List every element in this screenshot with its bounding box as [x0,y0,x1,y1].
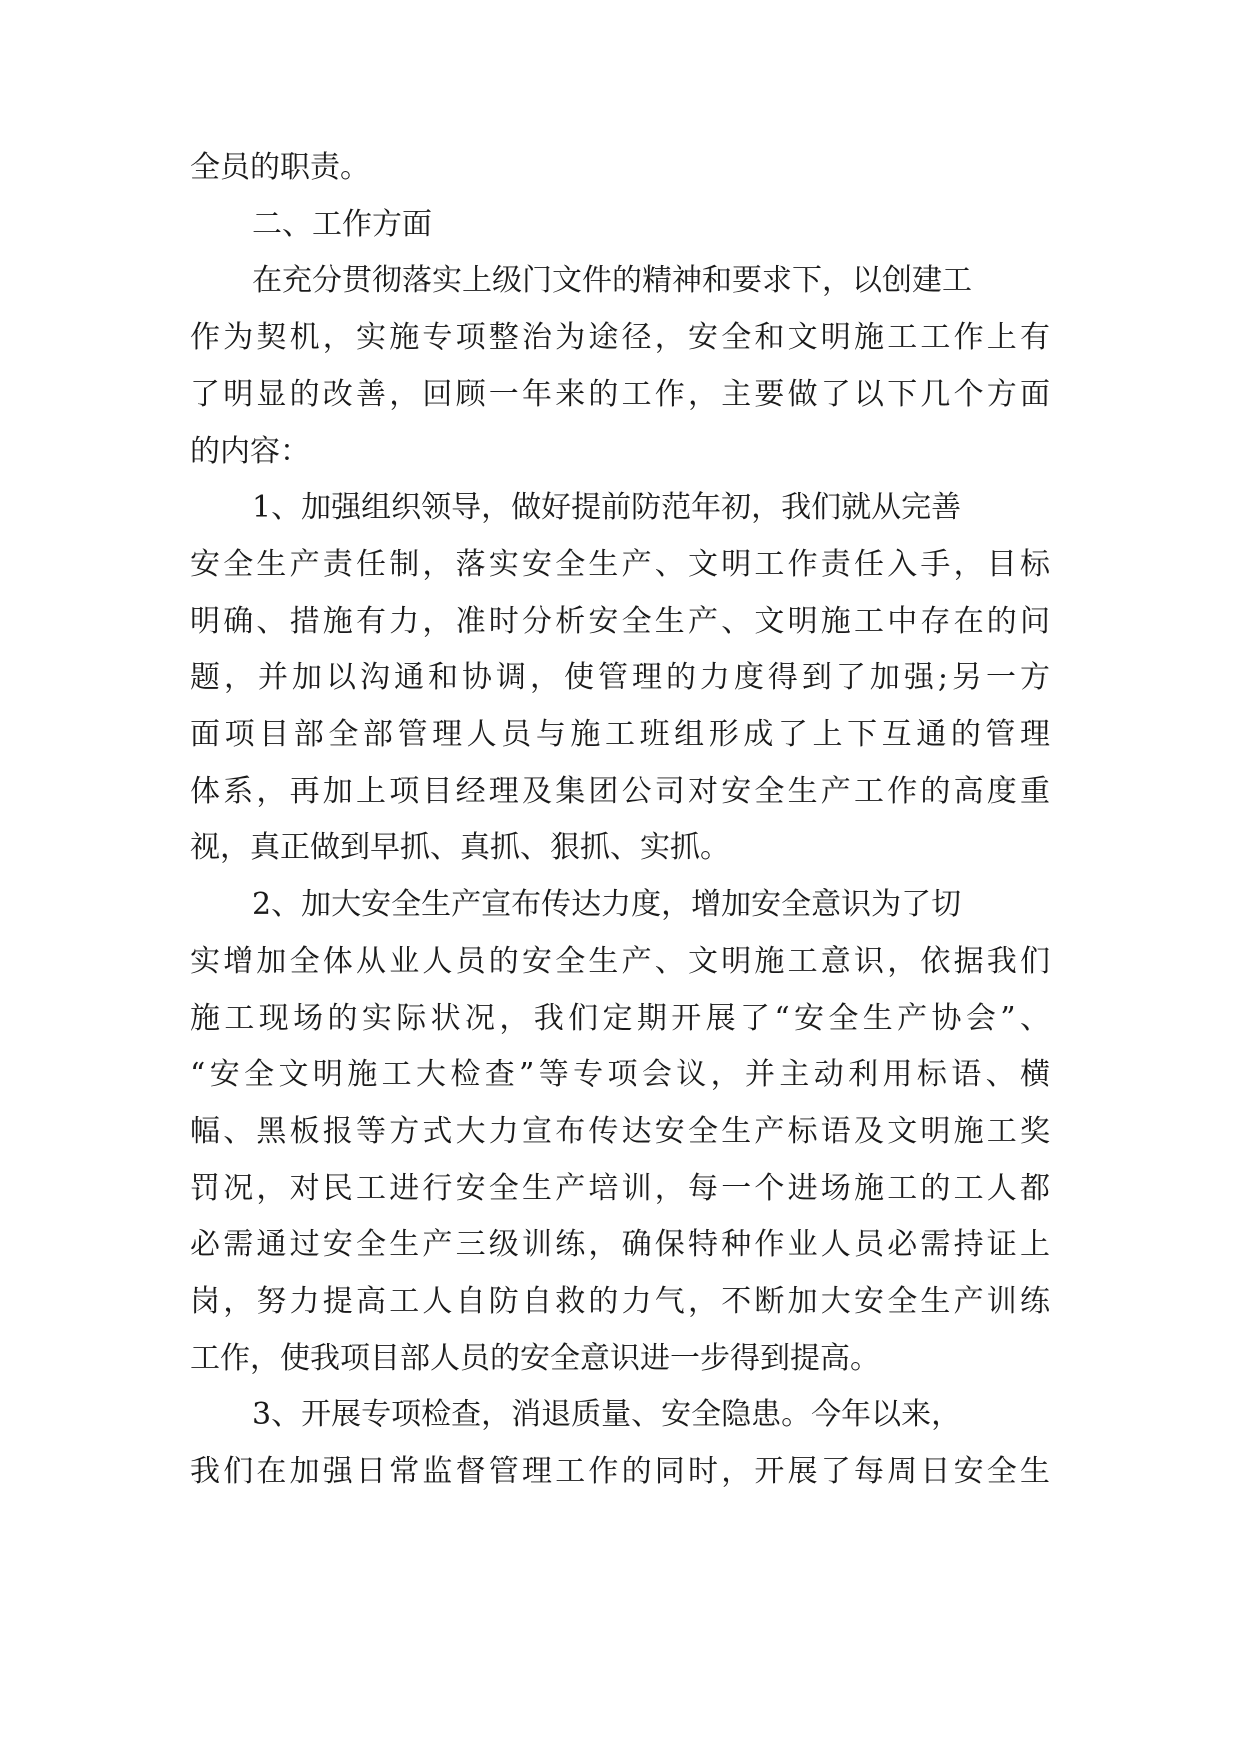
text-line: 实增加全体从业人员的安全生产、文明施工意识，依据我们 [190,943,1050,979]
text-line: 1、加强组织领导，做好提前防范年初，我们就从完善 [252,490,962,526]
text-line: 明确、措施有力，准时分析安全生产、文明施工中存在的问 [190,603,1050,639]
text-line: 了明显的改善，回顾一年来的工作，主要做了以下几个方面 [190,376,1050,412]
text-line: 面项目部全部管理人员与施工班组形成了上下互通的管理 [190,717,1050,752]
text-line: 工作，使我项目部人员的安全意识进一步得到提高。 [190,1340,880,1376]
text-line: “安全文明施工大检查”等专项会议，并主动利用标语、横 [190,1057,1050,1093]
text-line: 的内容： [190,433,310,469]
text-line: 体系，再加上项目经理及集团公司对安全生产工作的高度重 [190,773,1050,809]
text-line: 全员的职责。 [190,150,370,185]
text-line: 3、开展专项检查，消退质量、安全隐患。今年以来， [252,1397,962,1433]
text-line: 二、工作方面 [252,206,432,242]
text-line: 视，真正做到早抓、真抓、狠抓、实抓。 [190,830,730,866]
text-line: 施工现场的实际状况，我们定期开展了“安全生产协会”、 [190,1000,1050,1036]
text-line: 罚况，对民工进行安全生产培训，每一个进场施工的工人都 [190,1170,1050,1206]
text-line: 2、加大安全生产宣布传达力度，增加安全意识为了切 [252,887,962,923]
text-line: 必需通过安全生产三级训练，确保特种作业人员必需持证上 [190,1227,1050,1263]
text-line: 我们在加强日常监督管理工作的同时，开展了每周日安全生 [190,1454,1050,1490]
text-line: 题，并加以沟通和协调，使管理的力度得到了加强;另一方 [190,660,1050,696]
text-line: 作为契机，实施专项整治为途径，安全和文明施工工作上有 [190,320,1050,356]
text-line: 幅、黑板报等方式大力宣布传达安全生产标语及文明施工奖 [190,1113,1050,1149]
text-line: 在充分贯彻落实上级门文件的精神和要求下，以创建工 [252,263,972,299]
text-line: 岗，努力提高工人自防自救的力气，不断加大安全生产训练 [190,1284,1050,1319]
text-line: 安全生产责任制，落实安全生产、文明工作责任入手，目标 [190,546,1050,582]
